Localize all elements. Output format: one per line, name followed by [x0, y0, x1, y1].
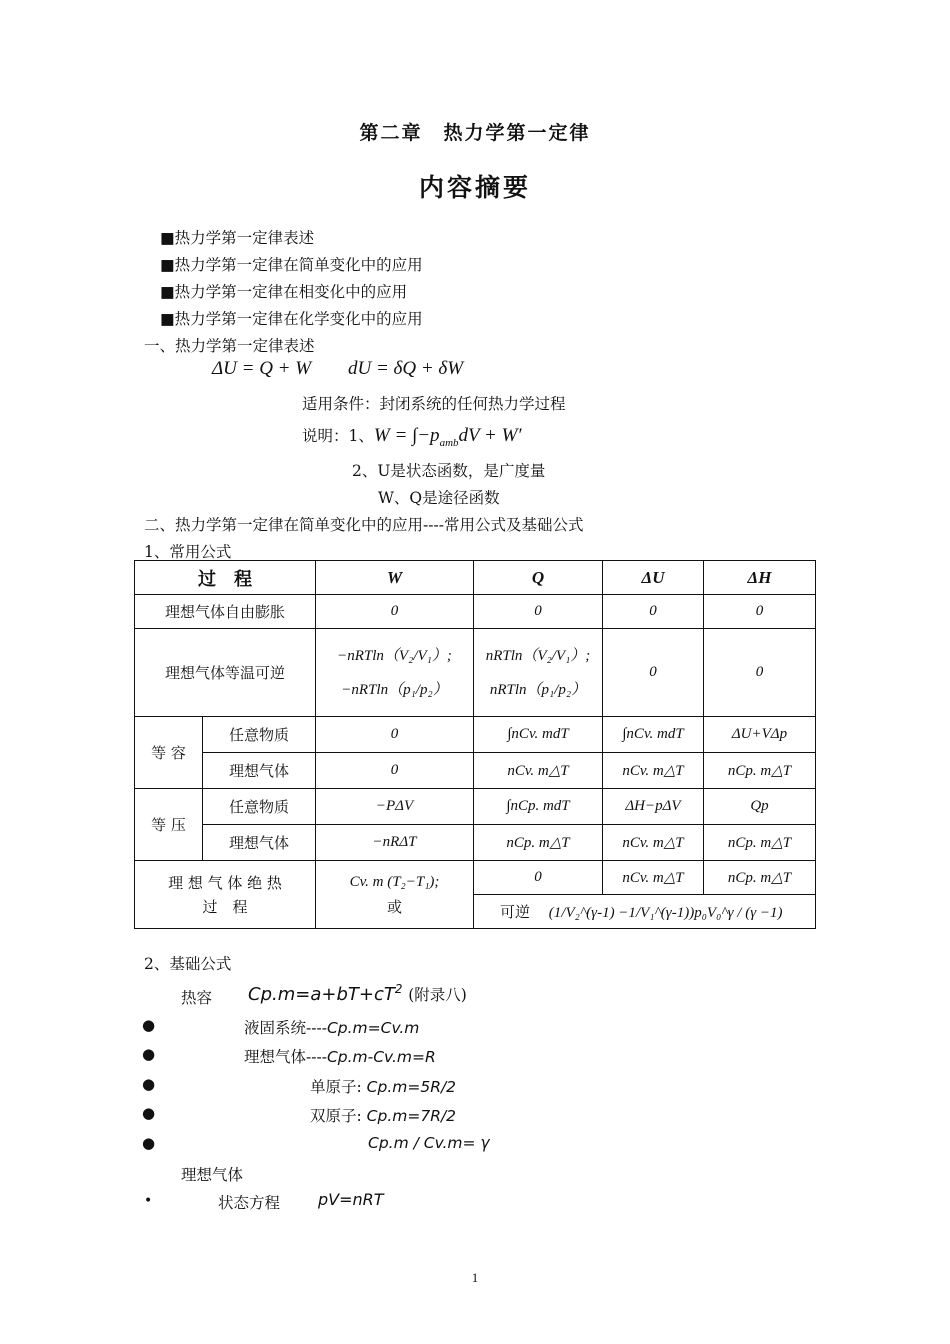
cell: 0	[316, 717, 474, 753]
cell: nCp. m△T	[474, 825, 603, 861]
row-isothermal-label: 理想气体等温可逆	[135, 629, 316, 717]
bullet-icon: ●	[142, 1075, 156, 1093]
heat-capacity-sup: 2	[394, 982, 403, 996]
table-row	[135, 861, 816, 895]
item-formula: Cp.m=Cv.m	[326, 1019, 420, 1037]
summary-title: 内容摘要	[418, 173, 531, 202]
cell: nCv. m△T	[474, 753, 603, 789]
cell	[474, 629, 603, 717]
section1-heading: 一、热力学第一定律表述	[144, 337, 315, 355]
row-free-expansion-label: 理想气体自由膨胀	[135, 595, 316, 629]
note-prefix: 说明：1、	[302, 427, 374, 445]
bullet-icon: ●	[142, 1016, 156, 1034]
isothermal-w-1: −nRTln（V₂/V₁）;	[337, 647, 452, 664]
cell: Qp	[704, 789, 816, 825]
cell: 0	[474, 861, 603, 895]
table-row	[135, 717, 816, 753]
cell: ΔH−pΔV	[603, 789, 704, 825]
cell: 0	[603, 595, 704, 629]
reversible-formula: (1/V₂^(γ-1) −1/V₁^(γ-1))p₀V₀^γ / (γ −1)	[548, 905, 783, 921]
list-item	[310, 1075, 456, 1097]
item-label: 单原子:	[310, 1078, 367, 1096]
table-header-row	[135, 561, 816, 595]
table-row	[135, 753, 816, 789]
cell: 0	[316, 595, 474, 629]
cell	[316, 861, 474, 929]
item-formula: Cp.m-Cv.m=R	[326, 1048, 436, 1066]
cell: nCv. m△T	[603, 825, 704, 861]
cell: nCp. m△T	[704, 861, 816, 895]
state-equation-label: 状态方程	[218, 1194, 281, 1212]
item-label: 双原子:	[310, 1107, 367, 1125]
list-item	[368, 1134, 490, 1152]
sub-label: 任意物质	[203, 789, 316, 825]
adiabatic-label-1: 理 想 气 体 绝 热	[168, 873, 282, 892]
heat-capacity-note: (附录八)	[408, 986, 467, 1004]
header-process: 过 程	[135, 561, 316, 595]
list-item	[310, 1104, 456, 1126]
first-law-differential: dU = δQ + δW	[348, 358, 464, 379]
header-q: Q	[474, 561, 603, 595]
heat-capacity-formula	[248, 982, 467, 1005]
cell: −PΔV	[316, 789, 474, 825]
bullet-icon: ●	[142, 1104, 156, 1122]
cell: nCp. m△T	[704, 825, 816, 861]
cell	[316, 629, 474, 717]
chapter-title: 第二章 热力学第一定律	[359, 122, 591, 144]
note-3: W、Q是途径函数	[378, 489, 500, 507]
cell: nCp. m△T	[704, 753, 816, 789]
table-row	[135, 595, 816, 629]
work-integral: W = ∫−p	[373, 425, 440, 446]
adiabatic-label-2: 过 程	[202, 897, 248, 916]
group-isochoric: 等 容	[135, 717, 203, 789]
common-formulas-heading: 1、常用公式	[144, 543, 232, 561]
group-isobaric: 等 压	[135, 789, 203, 861]
work-formula	[373, 425, 522, 449]
sub-label: 任意物质	[203, 717, 316, 753]
note-2: 2、U是状态函数，是广度量	[352, 462, 546, 480]
heat-capacity-expr: Cp.m=a+bT+cT	[248, 984, 395, 1005]
adiabatic-w-2: 或	[386, 899, 402, 916]
list-item	[244, 1016, 419, 1038]
item-formula: Cp.m=5R/2	[366, 1078, 457, 1096]
cell: ∫nCv. mdT	[603, 717, 704, 753]
basic-formulas-heading: 2、基础公式	[144, 955, 232, 973]
state-equation-formula: pV=nRT	[318, 1190, 384, 1209]
adiabatic-w-1: Cv. m (T₂−T₁);	[349, 873, 440, 890]
cell: 0	[474, 595, 603, 629]
small-bullet-icon: •	[144, 1193, 153, 1209]
cell: ∫nCp. mdT	[474, 789, 603, 825]
header-w: W	[316, 561, 474, 595]
isothermal-q-1: nRTln（V₂/V₁）;	[485, 647, 591, 664]
cell: ΔU+VΔp	[704, 717, 816, 753]
bullet-icon: ●	[142, 1045, 156, 1063]
isothermal-q-2: nRTln（p₁/p₂）	[489, 681, 587, 698]
cell: ∫nCv. mdT	[474, 717, 603, 753]
page-number: 1	[471, 1270, 479, 1285]
header-dh: ΔH	[704, 561, 816, 595]
bullet-icon: ●	[142, 1134, 156, 1152]
note-1	[302, 424, 522, 449]
cell: 0	[704, 629, 816, 717]
reversible-label: 可逆	[500, 903, 531, 921]
formula-table	[134, 560, 816, 929]
applicability-condition: 适用条件：封闭系统的任何热力学过程	[302, 395, 566, 413]
section2-heading: 二、热力学第一定律在简单变化中的应用----常用公式及基础公式	[144, 516, 584, 534]
table-row	[135, 825, 816, 861]
toc-item-1: ■热力学第一定律表述	[160, 229, 315, 247]
cell: 0	[704, 595, 816, 629]
isothermal-w-2: −nRTln（p₁/p₂）	[341, 681, 448, 698]
adiabatic-reversible-cell	[474, 895, 816, 929]
toc-item-3: ■热力学第一定律在相变化中的应用	[160, 283, 408, 301]
ideal-gas-heading: 理想气体	[181, 1166, 244, 1184]
cell: 0	[316, 753, 474, 789]
item-formula: Cp.m=7R/2	[366, 1107, 457, 1125]
cell: 0	[603, 629, 704, 717]
work-sub: amb	[439, 436, 459, 449]
header-du: ΔU	[603, 561, 704, 595]
row-adiabatic-label	[135, 861, 316, 929]
sub-label: 理想气体	[203, 753, 316, 789]
cell: nCv. m△T	[603, 861, 704, 895]
item-label: 理想气体----	[244, 1048, 327, 1066]
cell: nCv. m△T	[603, 753, 704, 789]
table-row	[135, 789, 816, 825]
work-rest: dV + W′	[458, 425, 522, 446]
item-formula: Cp.m / Cv.m= γ	[368, 1134, 490, 1152]
toc-item-4: ■热力学第一定律在化学变化中的应用	[160, 310, 423, 328]
first-law-equation: ΔU = Q + W	[212, 358, 312, 379]
table-row	[135, 629, 816, 717]
list-item	[244, 1045, 436, 1067]
cell: −nRΔT	[316, 825, 474, 861]
item-label: 液固系统----	[244, 1019, 327, 1037]
toc-item-2: ■热力学第一定律在简单变化中的应用	[160, 256, 423, 274]
sub-label: 理想气体	[203, 825, 316, 861]
heat-capacity-label: 热容	[181, 989, 213, 1007]
